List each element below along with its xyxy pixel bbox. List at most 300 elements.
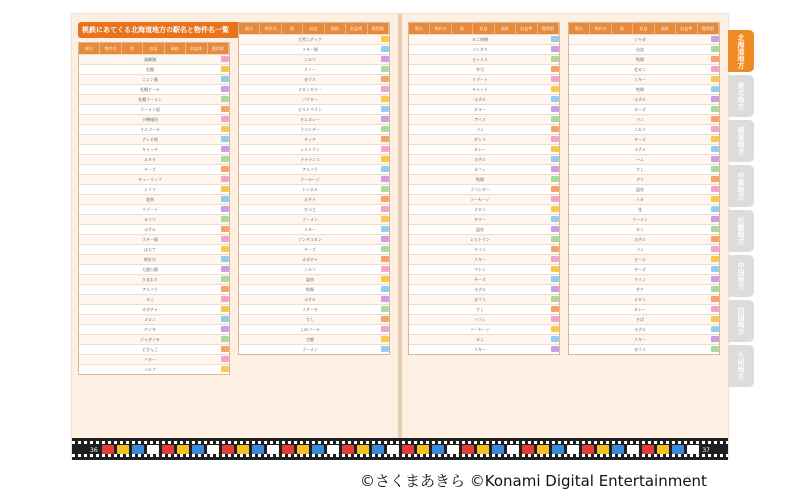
category-swatch — [381, 56, 389, 62]
category-swatch — [711, 256, 719, 262]
table-row — [409, 194, 559, 204]
table-row — [569, 64, 719, 74]
station-cell: ルタオ — [144, 157, 156, 162]
table-row — [239, 344, 389, 354]
train-car — [477, 445, 489, 454]
category-swatch — [381, 126, 389, 132]
station-cell: 毛ガニ — [634, 67, 646, 72]
category-swatch — [711, 166, 719, 172]
category-swatch — [551, 266, 559, 272]
category-swatch — [711, 186, 719, 192]
category-swatch — [381, 246, 389, 252]
category-swatch — [221, 366, 229, 372]
category-swatch — [381, 196, 389, 202]
station-cell: ラベンダー — [470, 187, 490, 192]
category-swatch — [381, 186, 389, 192]
station-cell: ラーメン屋 — [140, 107, 160, 112]
category-swatch — [221, 56, 229, 62]
category-swatch — [551, 256, 559, 262]
station-cell: ガラス — [304, 77, 316, 82]
station-cell: ジャガ — [634, 37, 646, 42]
category-swatch — [711, 196, 719, 202]
train-car — [327, 445, 339, 454]
table-row — [569, 164, 719, 174]
station-cell: スキー場 — [302, 47, 318, 52]
category-swatch — [381, 266, 389, 272]
station-cell: カボチャ — [142, 307, 158, 312]
station-cell: パウロー — [302, 97, 318, 102]
station-cell: パン — [636, 117, 644, 122]
station-cell: スキー — [474, 257, 486, 262]
category-swatch — [551, 316, 559, 322]
category-swatch — [381, 96, 389, 102]
train-car — [387, 445, 399, 454]
category-swatch — [381, 316, 389, 322]
train-car — [642, 445, 654, 454]
category-swatch — [551, 46, 559, 52]
train-car — [582, 445, 594, 454]
table-row — [239, 304, 389, 314]
category-swatch — [551, 156, 559, 162]
category-swatch — [381, 66, 389, 72]
track-ties-bottom — [72, 454, 728, 457]
category-swatch — [221, 246, 229, 252]
station-cell: スキー場 — [142, 237, 158, 242]
station-cell: ゲンキ — [144, 327, 156, 332]
category-swatch — [221, 346, 229, 352]
table-header — [79, 43, 229, 54]
table-row — [569, 154, 719, 164]
station-cell: アスパラ — [302, 167, 318, 172]
station-cell: すし — [306, 317, 314, 322]
header-cell: 数 — [452, 23, 473, 34]
station-cell: パフェ — [474, 317, 486, 322]
station-cell: アスパラ — [142, 287, 158, 292]
header-cell: 収益 — [473, 23, 494, 34]
station-cell: 温泉 — [636, 187, 644, 192]
station-cell: 札幌ビール — [140, 87, 160, 92]
train-car — [447, 445, 459, 454]
table-row — [409, 254, 559, 264]
category-swatch — [711, 326, 719, 332]
table-row — [239, 244, 389, 254]
category-swatch — [711, 336, 719, 342]
table-row — [569, 124, 719, 134]
category-swatch — [711, 286, 719, 292]
station-cell: ジンギスカン — [298, 237, 322, 242]
train-car — [267, 445, 279, 454]
table-row — [569, 174, 719, 184]
station-cell: ラーメン — [632, 217, 648, 222]
header-cell: 価格 — [325, 23, 346, 34]
table-row — [409, 44, 559, 54]
category-swatch — [711, 346, 719, 352]
train-car — [597, 445, 609, 454]
category-swatch — [381, 166, 389, 172]
train-car — [252, 445, 264, 454]
train-car — [522, 445, 534, 454]
table-row — [569, 34, 719, 44]
station-cell: ソンダス — [472, 47, 488, 52]
station-cell: キャット — [472, 87, 488, 92]
table-row — [79, 334, 229, 344]
station-cell: トンネル — [302, 187, 318, 192]
train-car — [132, 445, 144, 454]
table-row — [409, 74, 559, 84]
train-car — [462, 445, 474, 454]
train-car — [417, 445, 429, 454]
category-swatch — [711, 66, 719, 72]
table-row — [409, 94, 559, 104]
station-cell: カレー — [474, 147, 486, 152]
station-cell: ビール — [634, 257, 646, 262]
station-cell: スキー — [634, 77, 646, 82]
station-cell: ホテル — [634, 327, 646, 332]
category-swatch — [551, 166, 559, 172]
table-row — [79, 64, 229, 74]
station-cell: イカ — [636, 197, 644, 202]
train-car — [627, 445, 639, 454]
station-cell: チーズ — [304, 247, 316, 252]
category-swatch — [551, 66, 559, 72]
table-row — [79, 54, 229, 64]
tab-7[interactable]: 九州地方 — [728, 345, 754, 387]
category-swatch — [551, 246, 559, 252]
train-car — [552, 445, 564, 454]
page-number-left: 36 — [90, 447, 98, 454]
table-row — [569, 334, 719, 344]
table-row — [409, 104, 559, 114]
table-row — [409, 144, 559, 154]
category-swatch — [221, 136, 229, 142]
station-cell: ヨリコ — [144, 217, 156, 222]
table-row — [569, 224, 719, 234]
category-swatch — [711, 206, 719, 212]
table-row — [569, 284, 719, 294]
station-cell: デコ — [636, 177, 644, 182]
table-row — [409, 54, 559, 64]
category-swatch — [221, 356, 229, 362]
tab-1[interactable]: 東北地方 — [728, 75, 754, 117]
train-car — [102, 445, 114, 454]
station-cell: スキー — [634, 337, 646, 342]
station-table-1 — [78, 42, 230, 375]
station-cell: ホテル — [634, 147, 646, 152]
train-car — [567, 445, 579, 454]
station-cell: カボチャ — [302, 257, 318, 262]
page-number-right: 37 — [702, 447, 710, 454]
table-row — [79, 194, 229, 204]
table-row — [409, 214, 559, 224]
station-cell: パン — [636, 247, 644, 252]
station-cell: 牧場 — [476, 177, 484, 182]
category-swatch — [221, 306, 229, 312]
header-cell: 収益率 — [186, 43, 207, 54]
tab-0[interactable]: 北海道地方 — [728, 30, 754, 72]
category-swatch — [221, 176, 229, 182]
table-row — [79, 214, 229, 224]
category-swatch — [711, 236, 719, 242]
station-cell: そば — [636, 317, 644, 322]
railway-footer — [72, 438, 728, 460]
station-cell: レストラン — [300, 147, 320, 152]
station-cell: 牧場 — [636, 57, 644, 62]
category-swatch — [221, 326, 229, 332]
station-cell: ガラス — [634, 347, 646, 352]
station-cell: サケ — [636, 287, 644, 292]
table-row — [239, 294, 389, 304]
station-cell: バルブ — [144, 367, 156, 372]
table-row — [409, 304, 559, 314]
table-row — [239, 324, 389, 334]
station-cell: カニ料理 — [472, 37, 488, 42]
table-row — [239, 334, 389, 344]
category-swatch — [551, 76, 559, 82]
category-swatch — [221, 106, 229, 112]
station-cell: ジャガイモ — [140, 337, 160, 342]
left-page — [72, 14, 398, 458]
station-cell: カフェ — [474, 167, 486, 172]
category-swatch — [551, 206, 559, 212]
table-header — [569, 23, 719, 34]
table-row — [409, 344, 559, 354]
station-cell: 花 — [638, 207, 642, 212]
category-swatch — [551, 176, 559, 182]
table-row — [79, 124, 229, 134]
booklet-spread — [72, 14, 745, 458]
category-swatch — [221, 156, 229, 162]
category-swatch — [381, 156, 389, 162]
station-cell: ニセコ — [634, 127, 646, 132]
station-cell: ピッスメ — [472, 57, 488, 62]
table-row — [239, 114, 389, 124]
station-cell: チューリップ — [138, 177, 162, 182]
station-cell: ローズ — [634, 107, 646, 112]
station-cell: 弁当 — [476, 67, 484, 72]
station-cell: ラベンダー — [300, 127, 320, 132]
category-swatch — [381, 256, 389, 262]
table-row — [239, 224, 389, 234]
category-swatch — [381, 226, 389, 232]
category-swatch — [381, 46, 389, 52]
station-cell: 小樽運河 — [142, 117, 158, 122]
category-swatch — [551, 126, 559, 132]
station-cell: アイス — [474, 117, 486, 122]
category-swatch — [551, 286, 559, 292]
table-row — [239, 164, 389, 174]
header-cell: 価格 — [655, 23, 676, 34]
table-row — [239, 184, 389, 194]
category-swatch — [381, 206, 389, 212]
table-row — [239, 34, 389, 44]
category-swatch — [711, 106, 719, 112]
category-swatch — [221, 286, 229, 292]
train-car — [147, 445, 159, 454]
station-cell: ビルトペラン — [298, 107, 322, 112]
category-swatch — [711, 276, 719, 282]
table-row — [239, 174, 389, 184]
table-row — [79, 354, 229, 364]
station-cell: シリマ — [144, 187, 156, 192]
tab-2[interactable]: 関東地方 — [728, 120, 754, 162]
station-cell: ワイン — [474, 247, 486, 252]
header-cell: 収益 — [143, 43, 164, 54]
table-row — [569, 184, 719, 194]
table-row — [79, 134, 229, 144]
table-row — [409, 124, 559, 134]
category-swatch — [381, 86, 389, 92]
table-header — [409, 23, 559, 34]
table-row — [569, 274, 719, 284]
category-swatch — [381, 216, 389, 222]
table-row — [239, 314, 389, 324]
table-row — [569, 324, 719, 334]
category-swatch — [551, 196, 559, 202]
station-cell: ワイン — [634, 277, 646, 282]
train-car — [357, 445, 369, 454]
table-row — [239, 84, 389, 94]
category-swatch — [551, 186, 559, 192]
tab-4[interactable]: 近畿地方 — [728, 210, 754, 252]
category-swatch — [221, 226, 229, 232]
station-cell: ポテト — [304, 197, 316, 202]
station-cell: すし — [476, 307, 484, 312]
station-cell: 缶詰 — [636, 47, 644, 52]
table-row — [239, 154, 389, 164]
table-row — [409, 234, 559, 244]
category-swatch — [221, 296, 229, 302]
category-swatch — [711, 36, 719, 42]
table-row — [409, 334, 559, 344]
train-car — [402, 445, 414, 454]
category-swatch — [221, 186, 229, 192]
table-row — [409, 84, 559, 94]
category-swatch — [711, 296, 719, 302]
table-row — [79, 234, 229, 244]
copyright-notice: ©さくまあきら ©Konami Digital Entertainment — [360, 472, 707, 490]
category-swatch — [381, 236, 389, 242]
table-row — [79, 224, 229, 234]
station-cell: スノー — [304, 67, 316, 72]
right-page — [402, 14, 728, 458]
table-row — [409, 164, 559, 174]
train-car — [162, 445, 174, 454]
table-row — [239, 124, 389, 134]
category-swatch — [381, 136, 389, 142]
tab-6[interactable]: 四国地方 — [728, 300, 754, 342]
header-cell: 獲得額 — [538, 23, 559, 34]
station-cell: 花咲 — [146, 197, 154, 202]
table-row — [239, 64, 389, 74]
station-cell: 温泉 — [476, 227, 484, 232]
station-cell: キャッチ — [142, 147, 158, 152]
station-cell: ホテル — [304, 297, 316, 302]
table-row — [569, 204, 719, 214]
table-row — [239, 214, 389, 224]
table-row — [409, 64, 559, 74]
category-swatch — [551, 326, 559, 332]
category-swatch — [381, 346, 389, 352]
station-cell: リゾート — [472, 77, 488, 82]
table-row — [569, 194, 719, 204]
category-swatch — [221, 76, 229, 82]
category-swatch — [711, 176, 719, 182]
train-car — [612, 445, 624, 454]
train-car — [222, 445, 234, 454]
category-swatch — [551, 106, 559, 112]
table-row — [79, 284, 229, 294]
page-title: 桃鉄にあてくる北海道地方の駅名と物件名一覧 — [78, 22, 250, 38]
train-car — [432, 445, 444, 454]
tab-5[interactable]: 中国地方 — [728, 255, 754, 297]
category-swatch — [221, 266, 229, 272]
table-row — [239, 254, 389, 264]
table-row — [409, 224, 559, 234]
category-swatch — [551, 36, 559, 42]
category-swatch — [711, 46, 719, 52]
station-cell: ホテル — [144, 227, 156, 232]
tab-3[interactable]: 中部地方 — [728, 165, 754, 207]
table-row — [409, 264, 559, 274]
station-cell: リゾート — [142, 207, 158, 212]
station-cell: 大雪ニテック — [298, 37, 322, 42]
category-swatch — [381, 276, 389, 282]
station-cell: ニセコ — [304, 57, 316, 62]
station-cell: 札幌ラーメン — [138, 97, 162, 102]
header-cell: 収益率 — [346, 23, 367, 34]
station-cell: チーズ — [634, 137, 646, 142]
category-swatch — [221, 276, 229, 282]
train-car — [672, 445, 684, 454]
station-cell: ソーセージ — [300, 177, 320, 182]
train-car — [537, 445, 549, 454]
table-row — [79, 364, 229, 374]
category-swatch — [711, 146, 719, 152]
station-cell: ハム — [636, 157, 644, 162]
table-row — [239, 274, 389, 284]
category-swatch — [551, 56, 559, 62]
table-row — [409, 314, 559, 324]
category-swatch — [221, 166, 229, 172]
region-tabs — [728, 30, 754, 390]
category-swatch — [551, 86, 559, 92]
station-cell: どさんこ — [142, 347, 158, 352]
table-row — [239, 134, 389, 144]
station-cell: レストラン — [470, 237, 490, 242]
header-cell: 価格 — [495, 23, 516, 34]
station-cell: カニ — [146, 297, 154, 302]
table-row — [79, 84, 229, 94]
station-cell: 時計台 — [144, 257, 156, 262]
header-cell: 物件名 — [260, 23, 281, 34]
station-cell: カニ — [636, 227, 644, 232]
category-swatch — [711, 316, 719, 322]
header-cell: 獲得額 — [368, 23, 389, 34]
header-cell: 駅名 — [79, 43, 100, 54]
category-swatch — [381, 296, 389, 302]
category-swatch — [221, 116, 229, 122]
train-car — [342, 445, 354, 454]
category-swatch — [551, 136, 559, 142]
header-cell: 数 — [122, 43, 143, 54]
station-cell: ステーキ — [302, 307, 318, 312]
train-car — [192, 445, 204, 454]
station-cell: カヌー — [474, 107, 486, 112]
category-swatch — [551, 146, 559, 152]
station-cell: チーズ — [144, 167, 156, 172]
table-row — [79, 174, 229, 184]
header-cell: 価格 — [165, 43, 186, 54]
